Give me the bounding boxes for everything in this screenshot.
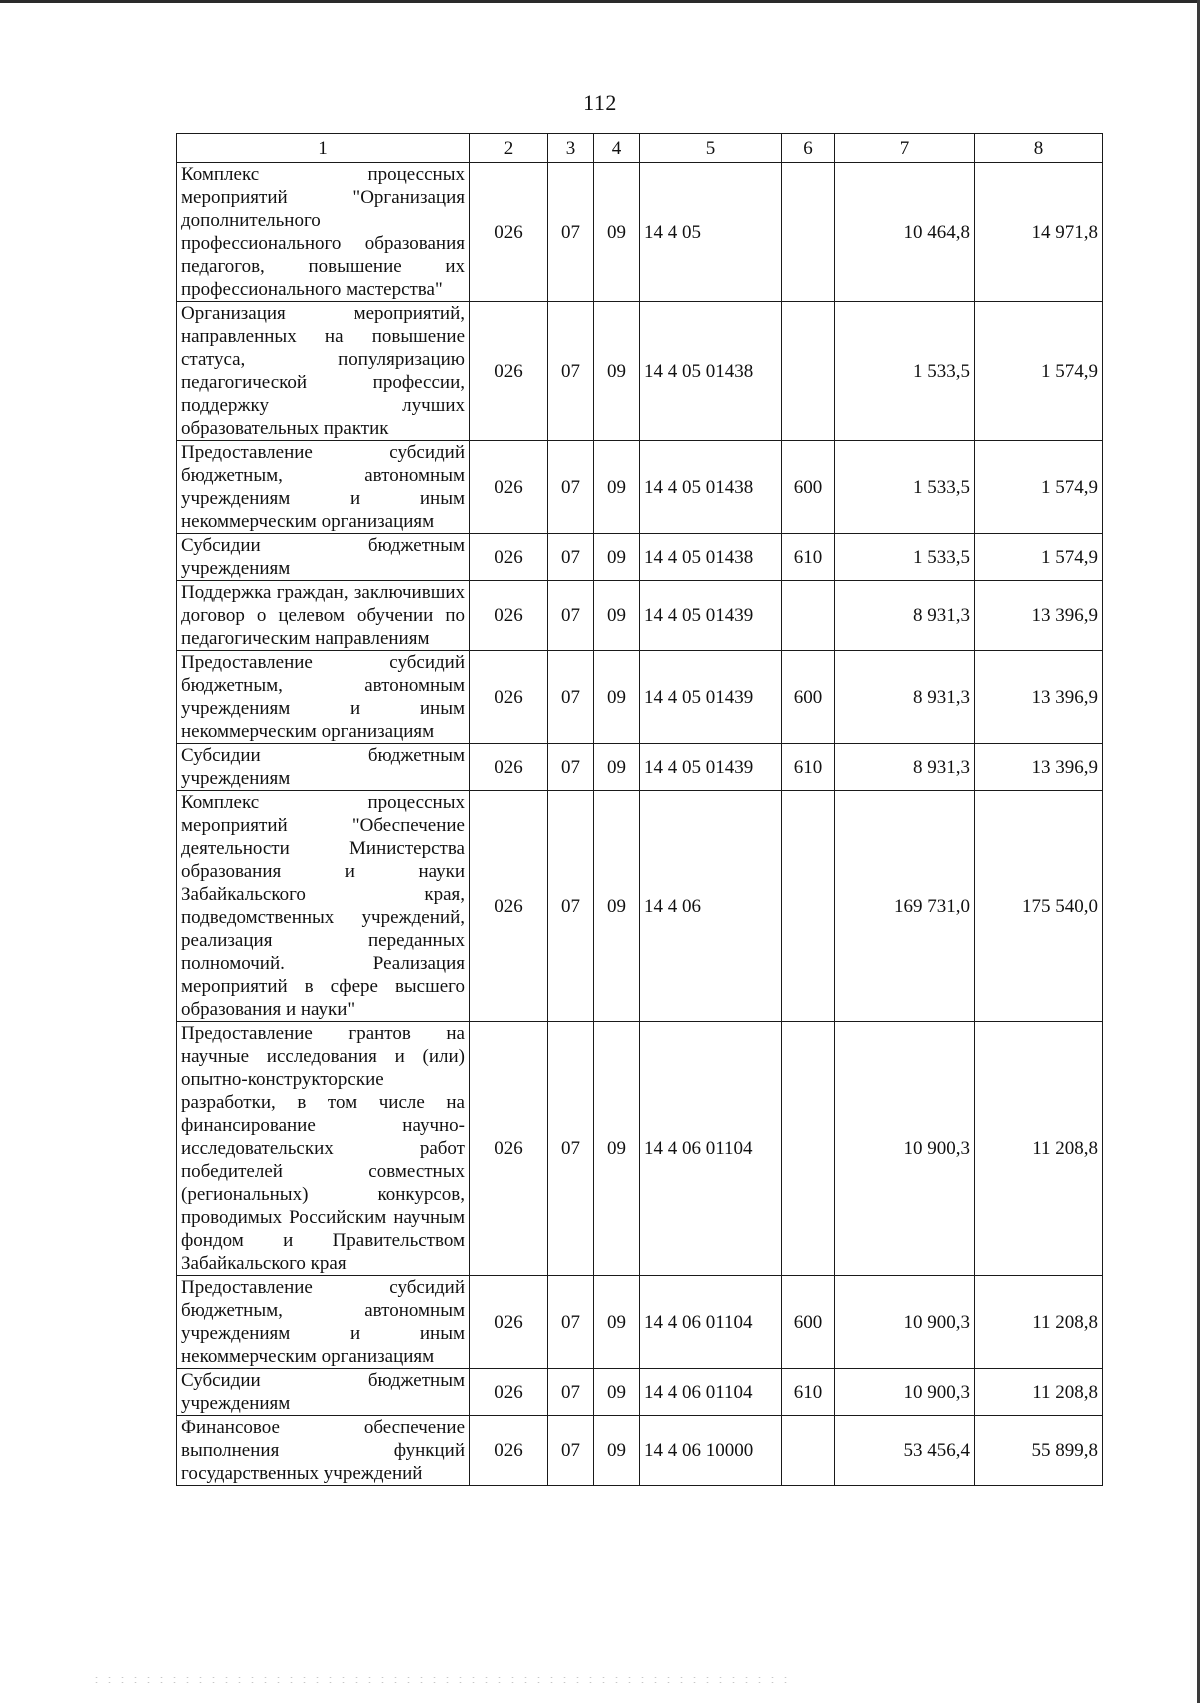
row-amount-year-1: 8 931,3 bbox=[835, 651, 975, 744]
table-row bbox=[177, 534, 1103, 581]
row-target-article: 14 4 05 01439 bbox=[640, 581, 782, 651]
row-section: 07 bbox=[548, 302, 594, 441]
row-expense-type bbox=[782, 163, 835, 302]
row-amount-year-1: 1 533,5 bbox=[835, 302, 975, 441]
table-row bbox=[177, 744, 1103, 791]
row-admin-code: 026 bbox=[470, 1022, 548, 1276]
row-amount-year-2: 1 574,9 bbox=[975, 302, 1103, 441]
row-admin-code: 026 bbox=[470, 534, 548, 581]
row-admin-code: 026 bbox=[470, 744, 548, 791]
row-section: 07 bbox=[548, 534, 594, 581]
budget-table bbox=[176, 133, 1103, 1486]
row-amount-year-2: 11 208,8 bbox=[975, 1276, 1103, 1369]
row-amount-year-1: 8 931,3 bbox=[835, 744, 975, 791]
header-row bbox=[177, 134, 1103, 163]
table-row bbox=[177, 302, 1103, 441]
row-subsection: 09 bbox=[594, 302, 640, 441]
row-section: 07 bbox=[548, 744, 594, 791]
header-col-8: 8 bbox=[975, 134, 1103, 163]
row-section: 07 bbox=[548, 1369, 594, 1416]
row-target-article: 14 4 05 bbox=[640, 163, 782, 302]
row-section: 07 bbox=[548, 163, 594, 302]
table-body bbox=[177, 163, 1103, 1486]
row-name: Поддержка граждан, заключивших договор о целевом обучении по педагогическим направлениям bbox=[177, 581, 470, 651]
row-amount-year-2: 13 396,9 bbox=[975, 744, 1103, 791]
header-col-7: 7 bbox=[835, 134, 975, 163]
header-col-1: 1 bbox=[177, 134, 470, 163]
table-row bbox=[177, 581, 1103, 651]
row-amount-year-1: 10 900,3 bbox=[835, 1369, 975, 1416]
row-subsection: 09 bbox=[594, 1369, 640, 1416]
row-subsection: 09 bbox=[594, 163, 640, 302]
row-target-article: 14 4 06 01104 bbox=[640, 1276, 782, 1369]
row-name: Предоставление субсидий бюджетным, автономным учреждениям и иным некоммерческим организациям bbox=[177, 1276, 470, 1369]
row-name: Организация мероприятий, направленных на повышение статуса, популяризацию педагогической профессии, поддержку лучших образовательных практик bbox=[177, 302, 470, 441]
table-row bbox=[177, 1369, 1103, 1416]
row-expense-type bbox=[782, 791, 835, 1022]
scan-noise bbox=[90, 1675, 790, 1683]
row-amount-year-2: 1 574,9 bbox=[975, 534, 1103, 581]
row-admin-code: 026 bbox=[470, 302, 548, 441]
row-expense-type: 610 bbox=[782, 744, 835, 791]
row-subsection: 09 bbox=[594, 581, 640, 651]
row-expense-type: 600 bbox=[782, 441, 835, 534]
row-subsection: 09 bbox=[594, 1022, 640, 1276]
header-col-3: 3 bbox=[548, 134, 594, 163]
table-row bbox=[177, 441, 1103, 534]
row-subsection: 09 bbox=[594, 1416, 640, 1486]
row-admin-code: 026 bbox=[470, 581, 548, 651]
row-subsection: 09 bbox=[594, 651, 640, 744]
row-target-article: 14 4 05 01438 bbox=[640, 534, 782, 581]
row-admin-code: 026 bbox=[470, 441, 548, 534]
row-amount-year-2: 13 396,9 bbox=[975, 651, 1103, 744]
row-target-article: 14 4 06 bbox=[640, 791, 782, 1022]
scan-border-top bbox=[0, 0, 1200, 3]
row-name: Субсидии бюджетным учреждениям bbox=[177, 534, 470, 581]
row-amount-year-1: 10 900,3 bbox=[835, 1022, 975, 1276]
row-section: 07 bbox=[548, 651, 594, 744]
row-amount-year-1: 169 731,0 bbox=[835, 791, 975, 1022]
row-admin-code: 026 bbox=[470, 1276, 548, 1369]
row-section: 07 bbox=[548, 791, 594, 1022]
row-amount-year-1: 10 900,3 bbox=[835, 1276, 975, 1369]
row-amount-year-2: 13 396,9 bbox=[975, 581, 1103, 651]
row-target-article: 14 4 05 01439 bbox=[640, 651, 782, 744]
row-amount-year-1: 1 533,5 bbox=[835, 534, 975, 581]
row-expense-type: 600 bbox=[782, 651, 835, 744]
row-target-article: 14 4 06 01104 bbox=[640, 1022, 782, 1276]
row-expense-type: 600 bbox=[782, 1276, 835, 1369]
header-col-2: 2 bbox=[470, 134, 548, 163]
row-expense-type bbox=[782, 1022, 835, 1276]
row-target-article: 14 4 05 01438 bbox=[640, 441, 782, 534]
row-amount-year-1: 53 456,4 bbox=[835, 1416, 975, 1486]
row-name: Предоставление субсидий бюджетным, автономным учреждениям и иным некоммерческим организациям bbox=[177, 651, 470, 744]
row-amount-year-2: 11 208,8 bbox=[975, 1022, 1103, 1276]
row-target-article: 14 4 06 10000 bbox=[640, 1416, 782, 1486]
page-number: 112 bbox=[583, 90, 617, 115]
row-target-article: 14 4 05 01438 bbox=[640, 302, 782, 441]
table-row bbox=[177, 1276, 1103, 1369]
row-subsection: 09 bbox=[594, 1276, 640, 1369]
row-admin-code: 026 bbox=[470, 1369, 548, 1416]
table-row bbox=[177, 1022, 1103, 1276]
header-col-5: 5 bbox=[640, 134, 782, 163]
table-row bbox=[177, 1416, 1103, 1486]
row-section: 07 bbox=[548, 441, 594, 534]
table-row bbox=[177, 163, 1103, 302]
row-expense-type bbox=[782, 581, 835, 651]
row-expense-type: 610 bbox=[782, 534, 835, 581]
row-target-article: 14 4 06 01104 bbox=[640, 1369, 782, 1416]
row-name: Субсидии бюджетным учреждениям bbox=[177, 744, 470, 791]
row-name: Комплекс процессных мероприятий "Обеспечение деятельности Министерства образования и науки Забайкальского края, подведомственных учреждений, реализация переданных полномочий. Реализация мероприятий в сфере высшего образования и науки" bbox=[177, 791, 470, 1022]
row-amount-year-2: 14 971,8 bbox=[975, 163, 1103, 302]
row-subsection: 09 bbox=[594, 441, 640, 534]
row-subsection: 09 bbox=[594, 744, 640, 791]
row-name: Субсидии бюджетным учреждениям bbox=[177, 1369, 470, 1416]
row-section: 07 bbox=[548, 1022, 594, 1276]
row-expense-type bbox=[782, 302, 835, 441]
row-admin-code: 026 bbox=[470, 791, 548, 1022]
row-admin-code: 026 bbox=[470, 163, 548, 302]
row-amount-year-2: 175 540,0 bbox=[975, 791, 1103, 1022]
row-section: 07 bbox=[548, 1276, 594, 1369]
row-name: Предоставление грантов на научные исследования и (или) опытно-конструкторские разработки, в том числе на финансирование научно-исследовательских работ победителей совместных (региональных) конкурсов, проводимых Российским научным фондом и Правительством Забайкальского края bbox=[177, 1022, 470, 1276]
row-target-article: 14 4 05 01439 bbox=[640, 744, 782, 791]
row-amount-year-2: 11 208,8 bbox=[975, 1369, 1103, 1416]
row-amount-year-2: 1 574,9 bbox=[975, 441, 1103, 534]
row-admin-code: 026 bbox=[470, 651, 548, 744]
row-amount-year-1: 1 533,5 bbox=[835, 441, 975, 534]
row-amount-year-1: 10 464,8 bbox=[835, 163, 975, 302]
row-section: 07 bbox=[548, 581, 594, 651]
row-subsection: 09 bbox=[594, 534, 640, 581]
header-col-4: 4 bbox=[594, 134, 640, 163]
row-admin-code: 026 bbox=[470, 1416, 548, 1486]
table-row bbox=[177, 791, 1103, 1022]
row-section: 07 bbox=[548, 1416, 594, 1486]
row-amount-year-1: 8 931,3 bbox=[835, 581, 975, 651]
row-name: Комплекс процессных мероприятий "Организация дополнительного профессионального образования педагогов, повышение их профессионального мастерства" bbox=[177, 163, 470, 302]
row-expense-type bbox=[782, 1416, 835, 1486]
header-col-6: 6 bbox=[782, 134, 835, 163]
row-amount-year-2: 55 899,8 bbox=[975, 1416, 1103, 1486]
table-row bbox=[177, 651, 1103, 744]
row-expense-type: 610 bbox=[782, 1369, 835, 1416]
row-name: Финансовое обеспечение выполнения функций государственных учреждений bbox=[177, 1416, 470, 1486]
row-subsection: 09 bbox=[594, 791, 640, 1022]
row-name: Предоставление субсидий бюджетным, автономным учреждениям и иным некоммерческим организациям bbox=[177, 441, 470, 534]
